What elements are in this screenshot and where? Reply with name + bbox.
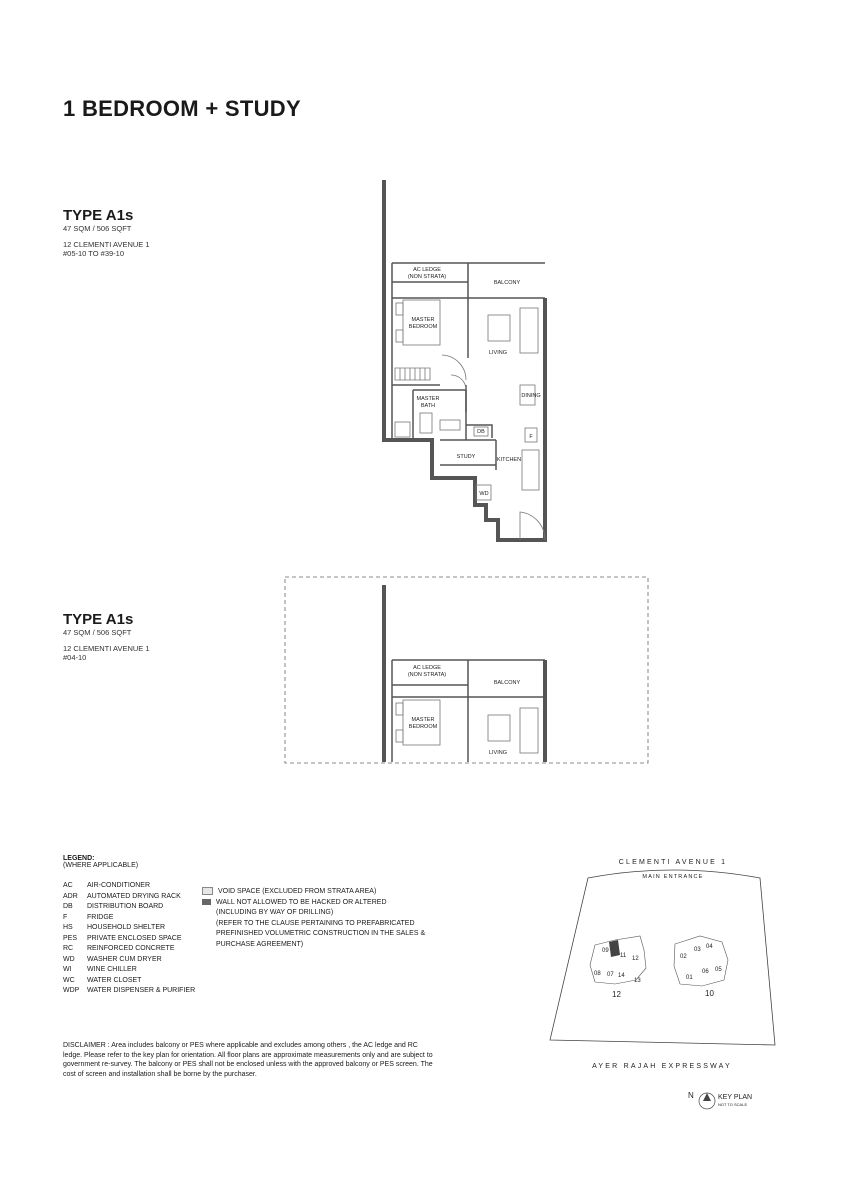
legend-item: PES PRIVATE ENCLOSED SPACE — [63, 934, 182, 942]
legend-item: ADR AUTOMATED DRYING RACK — [63, 892, 181, 900]
p1-master-bedroom-label: MASTER — [411, 317, 435, 323]
wall-note: WALL NOT ALLOWED TO BE HACKED OR ALTERED — [216, 898, 387, 906]
legend-item: WC WATER CLOSET — [63, 976, 142, 984]
block-10-label: 10 — [705, 989, 714, 998]
legend-item: RC REINFORCED CONCRETE — [63, 945, 175, 952]
plan-2-units: #04-10 — [63, 653, 87, 662]
p1-kitchen-label: KITCHEN — [496, 457, 522, 463]
plan-1-units: #05-10 TO #39-10 — [63, 249, 125, 258]
stack-label: 14 — [618, 973, 625, 979]
legend-heading: LEGEND: — [63, 855, 95, 862]
block-12-label: 12 — [612, 990, 621, 999]
p1-dining-label: DINING — [521, 393, 541, 399]
key-plan — [540, 850, 790, 1110]
stack-label: 08 — [594, 971, 601, 977]
page-title: 1 BEDROOM + STUDY — [63, 96, 301, 121]
p2-balcony-label: BALCONY — [493, 680, 521, 686]
plan-2-area: 47 SQM / 506 SQFT — [63, 628, 132, 637]
p1-living-label: LIVING — [488, 350, 508, 356]
p1-study-label: STUDY — [456, 454, 476, 460]
p2-master-bedroom-sub: BEDROOM — [408, 724, 438, 730]
wall-swatch-icon — [202, 899, 211, 905]
p1-ac-ledge-label: AC LEDGE — [413, 267, 441, 273]
legend-item: WDP WATER DISPENSER & PURIFIER — [63, 987, 196, 994]
p1-master-bath-sub: BATH — [420, 403, 436, 409]
p1-ac-ledge-sub: (NON STRATA) — [407, 274, 447, 280]
plan-2-info — [63, 611, 150, 662]
key-plan-road-bottom: AYER RAJAH EXPRESSWAY — [592, 1063, 732, 1070]
void-boundary — [285, 577, 648, 763]
legend-item: DB DISTRIBUTION BOARD — [63, 903, 164, 910]
plan-2-type: TYPE A1s — [63, 611, 134, 628]
plan-1-info — [63, 207, 150, 258]
p1-master-bedroom-sub: BEDROOM — [408, 324, 438, 330]
stack-label: 03 — [694, 947, 701, 953]
key-plan-road-top: CLEMENTI AVENUE 1 — [618, 859, 728, 866]
p2-ac-ledge-sub: (NON STRATA) — [407, 672, 447, 678]
stack-label: 12 — [632, 956, 639, 962]
wall-note-line: PURCHASE AGREEMENT) — [216, 940, 304, 948]
north-pointer-icon — [703, 1093, 711, 1101]
unit-10-highlight — [609, 940, 620, 957]
stack-label: 13 — [634, 978, 641, 984]
wall-note-line: (INCLUDING BY WAY OF DRILLING) — [216, 909, 334, 916]
legend-item: WD WASHER CUM DRYER — [63, 955, 162, 963]
p2-ac-ledge-label: AC LEDGE — [413, 665, 441, 671]
floor-plan-2 — [280, 572, 655, 768]
p2-living-label: LIVING — [488, 750, 508, 756]
p1-master-bath-label: MASTER — [416, 396, 440, 402]
site-boundary — [550, 870, 775, 1045]
p1-db-label: DB — [477, 429, 485, 435]
legend — [63, 855, 195, 997]
legend-items — [63, 881, 195, 997]
plan-1-address: 12 CLEMENTI AVENUE 1 — [63, 240, 150, 249]
legend-notes — [202, 887, 425, 950]
key-plan-main-entrance: MAIN ENTRANCE — [642, 874, 704, 880]
legend-item: WI WINE CHILLER — [63, 966, 137, 973]
stack-label: 05 — [715, 967, 722, 973]
block-10-shape — [674, 936, 728, 986]
void-swatch-icon — [202, 887, 213, 895]
stack-label: 09 — [602, 948, 609, 954]
stack-label: 02 — [680, 954, 687, 960]
p1-balcony-label: BALCONY — [493, 280, 521, 286]
stack-label: 01 — [686, 975, 693, 981]
void-note: VOID SPACE (EXCLUDED FROM STRATA AREA) — [218, 888, 377, 895]
plan-1-area: 47 SQM / 506 SQFT — [63, 224, 132, 233]
legend-item: HS HOUSEHOLD SHELTER — [63, 924, 166, 931]
wall-note-line: (REFER TO THE CLAUSE PERTAINING TO PREFABRICATED — [216, 919, 415, 927]
north-label: N — [688, 1091, 694, 1100]
disclaimer: DISCLAIMER : Area includes balcony or PES where applicable and excludes among others , the AC ledge and RC ledge. Please refer to the key plan for orientation. All floor plans are approximate measurements only and are subject to government re-survey. The balcony or PES shall not be enclosed unless with the approved balcony or PES screen. The cost of screen and installation shall be borne by the purchaser. — [63, 1042, 433, 1078]
wall-note-line: PREFINISHED VOLUMETRIC CONSTRUCTION IN THE SALES & — [216, 930, 426, 937]
stack-label: 07 — [607, 972, 614, 978]
legend-subheading: (WHERE APPLICABLE) — [63, 862, 139, 869]
key-plan-scale-note: NOT TO SCALE — [718, 1102, 748, 1107]
plan-1-type: TYPE A1s — [63, 207, 134, 224]
legend-item: F FRIDGE — [63, 913, 114, 921]
p1-fridge-label: F — [529, 434, 533, 440]
stack-label: 11 — [620, 953, 627, 959]
key-plan-title: KEY PLAN — [718, 1094, 753, 1101]
stack-label: 04 — [706, 944, 713, 950]
legend-item: AC AIR-CONDITIONER — [63, 882, 150, 889]
p2-master-bedroom-label: MASTER — [411, 717, 435, 723]
floor-plan-1 — [370, 175, 560, 550]
p1-wd-label: WD — [479, 491, 489, 497]
plan-2-address: 12 CLEMENTI AVENUE 1 — [63, 644, 150, 653]
stack-label: 06 — [702, 969, 709, 975]
